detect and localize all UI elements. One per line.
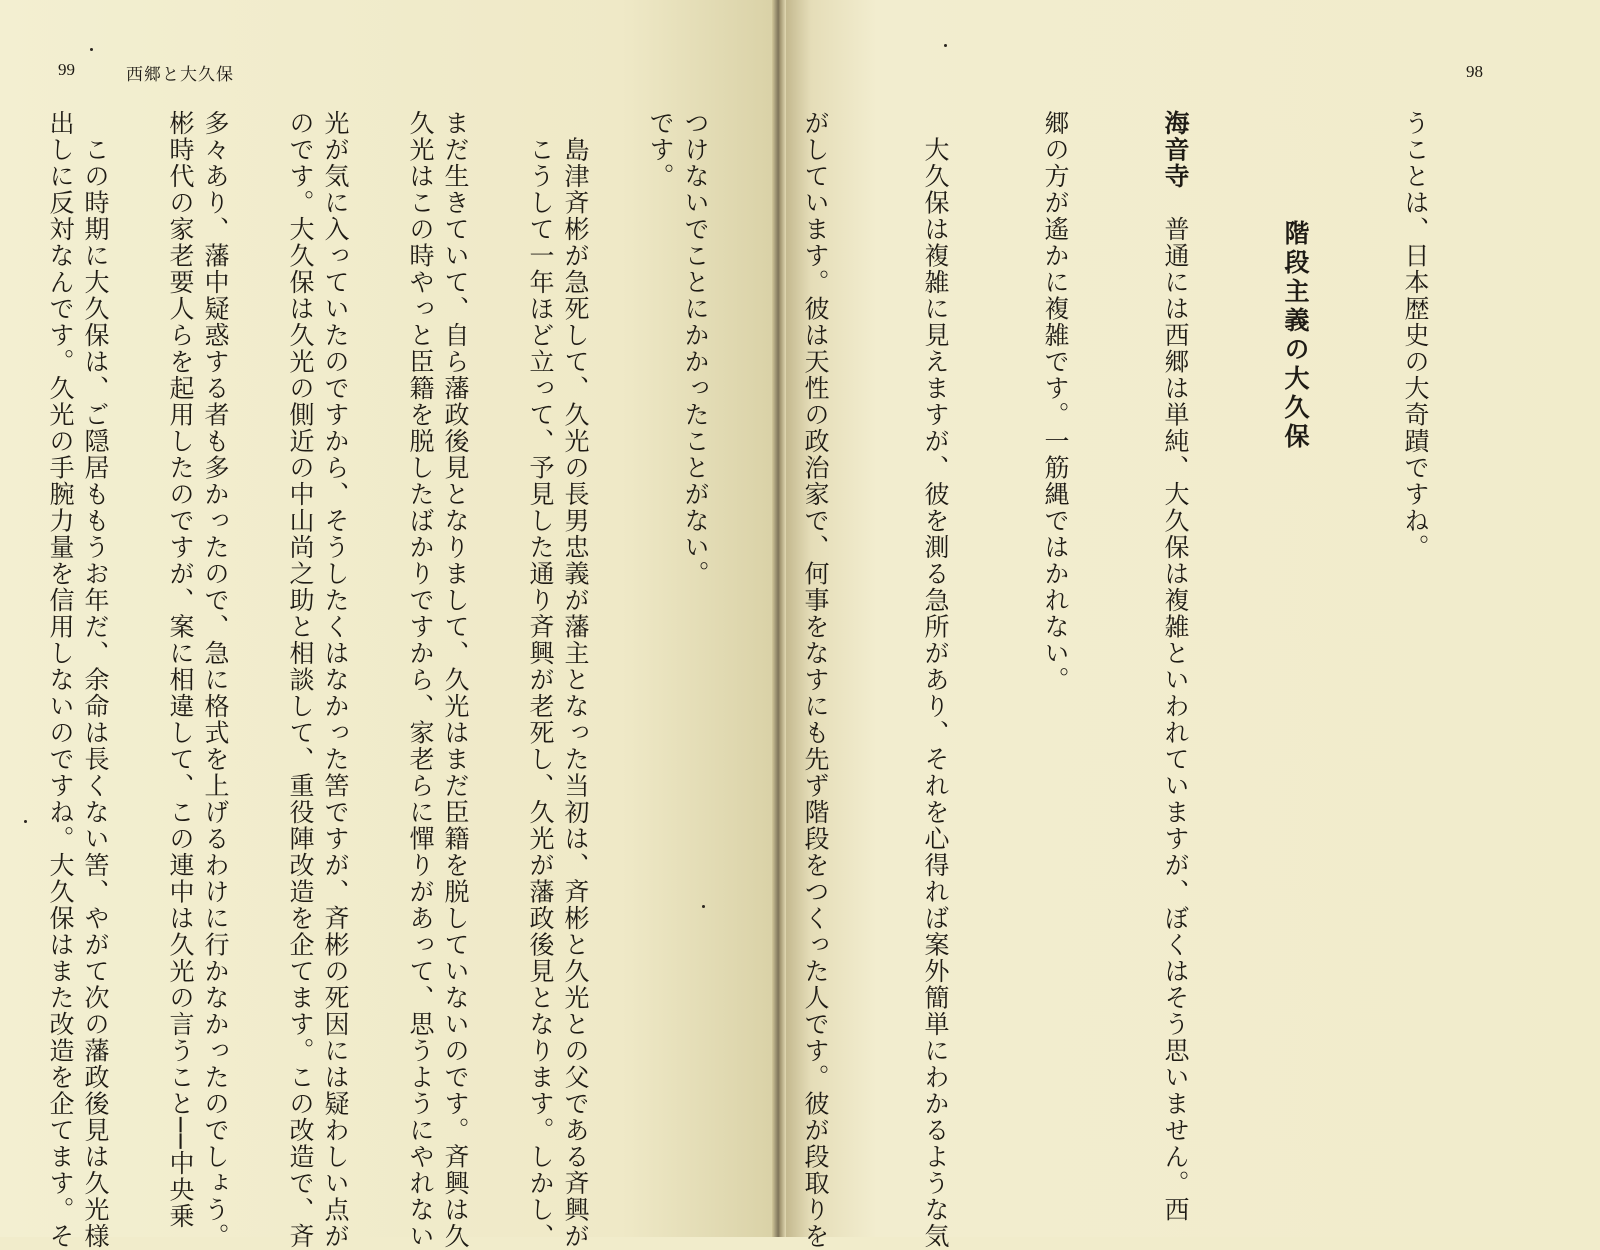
left-page-text	[46, 110, 760, 1250]
running-title: 西郷と大久保	[126, 65, 234, 85]
text-line: 久光はこの時やっと臣籍を脱したばかりですから、家老らに憚りがあって、思うようにやれない	[406, 110, 435, 1250]
scan-speck	[90, 48, 93, 51]
text-line: こうして一年ほど立って、予見した通り斉興が老死し、久光が藩政後見となります。しかし、	[526, 110, 555, 1250]
text-line: 島津斉彬が急死して、久光の長男忠義が藩主となった当初は、斉彬と久光との父である斉興が	[561, 110, 590, 1250]
text-line: うことは、日本歴史の大奇蹟ですね。	[1401, 110, 1430, 561]
text-line: つけないでことにかかったことがない。	[681, 110, 710, 587]
text-line: です。	[646, 110, 675, 190]
page-number-right: 98	[1466, 62, 1483, 81]
text-line-content: 普通には西郷は単純、大久保は複雑といわれていますが、ぼくはそう思いません。西	[1161, 216, 1190, 1223]
text-line: 光が気に入っていたのですから、そうしたくはなかった筈ですが、斉彬の死因には疑わしい点が	[321, 110, 350, 1250]
text-line: 多々あり、藩中疑惑する者も多かったので、急に格式を上げるわけに行かなかったのでしょう。	[201, 110, 230, 1250]
text-line: のです。大久保は久光の側近の中山尚之助と相談して、重役陣改造を企てます。この改造で、斉	[286, 110, 315, 1250]
scan-speck	[944, 44, 947, 47]
scan-speck	[702, 905, 705, 908]
text-line: この時期に大久保は、ご隠居ももうお年だ、余命は長くない筈、やがて次の藩政後見は久光様	[81, 110, 110, 1250]
text-line: 郷の方が遙かに複雑です。一筋縄ではかれない。	[1041, 110, 1070, 693]
section-heading: 階段主義の大久保	[1281, 220, 1310, 452]
text-line: 彬時代の家老要人らを起用したのですが、案に相違して、この連中は久光の言うこと──中央乗	[166, 110, 195, 1230]
page-number-left: 99	[58, 60, 75, 79]
speaker-label: 海音寺	[1161, 110, 1190, 190]
scan-speck	[24, 820, 27, 823]
text-line: 大久保は複雑に見えますが、彼を測る急所があり、それを心得れば案外簡単にわかるような気	[921, 110, 950, 1250]
text-line	[1155, 110, 1195, 1223]
text-line: まだ生きていて、自ら藩政後見となりまして、久光はまだ臣籍を脱していないのです。斉興は久	[441, 110, 470, 1250]
text-line: がしています。彼は天性の政治家で、何事をなすにも先ず階段をつくった人です。彼が段取りを	[801, 110, 830, 1250]
text-line: 出しに反対なんです。久光の手腕力量を信用しないのですね。大久保はまた改造を企てます。そ	[46, 110, 75, 1250]
